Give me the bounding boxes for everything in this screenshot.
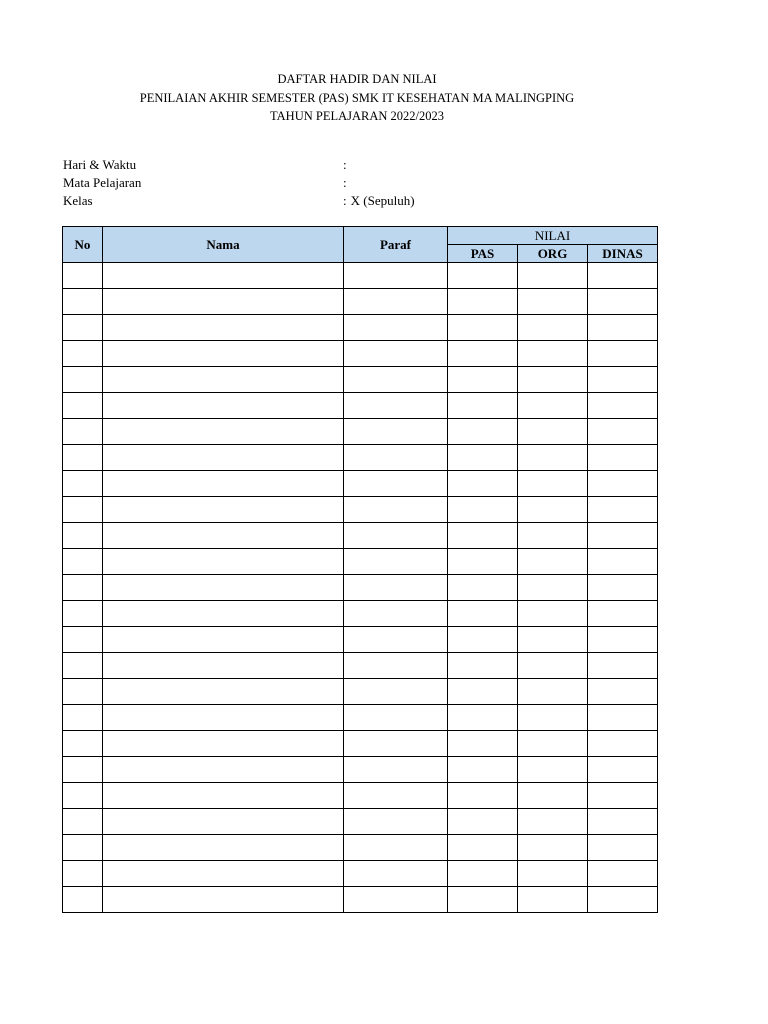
nama-cell [103, 549, 344, 575]
paraf-cell [344, 861, 448, 887]
no-cell [63, 549, 103, 575]
nama-cell [103, 653, 344, 679]
pas-cell [448, 731, 518, 757]
dinas-cell [588, 757, 658, 783]
no-cell [63, 783, 103, 809]
header-nama: Nama [103, 227, 344, 263]
header-no: No [63, 227, 103, 263]
title-line-3: TAHUN PELAJARAN 2022/2023 [270, 109, 444, 123]
org-cell [518, 393, 588, 419]
table-row [63, 835, 658, 861]
table-row [63, 887, 658, 913]
paraf-cell [344, 497, 448, 523]
header-paraf: Paraf [344, 227, 448, 263]
table-row [63, 809, 658, 835]
dinas-cell [588, 887, 658, 913]
header-dinas: DINAS [588, 245, 658, 263]
nama-cell [103, 497, 344, 523]
pas-cell [448, 835, 518, 861]
paraf-cell [344, 731, 448, 757]
table-row [63, 731, 658, 757]
table-row [63, 757, 658, 783]
org-cell [518, 315, 588, 341]
dinas-cell [588, 289, 658, 315]
nama-cell [103, 393, 344, 419]
paraf-cell [344, 289, 448, 315]
org-cell [518, 809, 588, 835]
pas-cell [448, 679, 518, 705]
pas-cell [448, 263, 518, 289]
nama-cell [103, 835, 344, 861]
pas-cell [448, 497, 518, 523]
table-row [63, 289, 658, 315]
no-cell [63, 263, 103, 289]
pas-cell [448, 471, 518, 497]
org-cell [518, 575, 588, 601]
org-cell [518, 497, 588, 523]
no-cell [63, 627, 103, 653]
nama-cell [103, 757, 344, 783]
pas-cell [448, 575, 518, 601]
header-nilai: NILAI [448, 227, 658, 245]
paraf-cell [344, 575, 448, 601]
paraf-cell [344, 809, 448, 835]
table-row [63, 549, 658, 575]
no-cell [63, 575, 103, 601]
nama-cell [103, 705, 344, 731]
no-cell [63, 523, 103, 549]
dinas-cell [588, 263, 658, 289]
nama-cell [103, 575, 344, 601]
nama-cell [103, 523, 344, 549]
table-row [63, 263, 658, 289]
table-row [63, 419, 658, 445]
org-cell [518, 861, 588, 887]
org-cell [518, 341, 588, 367]
no-cell [63, 471, 103, 497]
table-row [63, 497, 658, 523]
no-cell [63, 887, 103, 913]
dinas-cell [588, 471, 658, 497]
no-cell [63, 341, 103, 367]
dinas-cell [588, 601, 658, 627]
paraf-cell [344, 367, 448, 393]
pas-cell [448, 549, 518, 575]
paraf-cell [344, 887, 448, 913]
dinas-cell [588, 835, 658, 861]
no-cell [63, 679, 103, 705]
table-row [63, 393, 658, 419]
table-row [63, 601, 658, 627]
org-cell [518, 523, 588, 549]
org-cell [518, 887, 588, 913]
pas-cell [448, 315, 518, 341]
pas-cell [448, 887, 518, 913]
org-cell [518, 263, 588, 289]
paraf-cell [344, 263, 448, 289]
table-body [63, 263, 658, 913]
paraf-cell [344, 783, 448, 809]
org-cell [518, 445, 588, 471]
paraf-cell [344, 549, 448, 575]
info-label: Kelas [63, 193, 93, 208]
dinas-cell [588, 445, 658, 471]
info-section [63, 156, 563, 210]
nama-cell [103, 783, 344, 809]
dinas-cell [588, 575, 658, 601]
table-row [63, 341, 658, 367]
info-separator: : [343, 175, 347, 190]
paraf-cell [344, 653, 448, 679]
header-org: ORG [518, 245, 588, 263]
paraf-cell [344, 471, 448, 497]
dinas-cell [588, 783, 658, 809]
table-row [63, 861, 658, 887]
paraf-cell [344, 835, 448, 861]
org-cell [518, 419, 588, 445]
dinas-cell [588, 315, 658, 341]
paraf-cell [344, 445, 448, 471]
pas-cell [448, 419, 518, 445]
no-cell [63, 367, 103, 393]
org-cell [518, 835, 588, 861]
nama-cell [103, 263, 344, 289]
org-cell [518, 471, 588, 497]
attendance-table [62, 226, 658, 913]
nama-cell [103, 627, 344, 653]
no-cell [63, 393, 103, 419]
pas-cell [448, 757, 518, 783]
dinas-cell [588, 705, 658, 731]
paraf-cell [344, 757, 448, 783]
nama-cell [103, 367, 344, 393]
no-cell [63, 835, 103, 861]
org-cell [518, 289, 588, 315]
table-row [63, 679, 658, 705]
dinas-cell [588, 679, 658, 705]
no-cell [63, 731, 103, 757]
dinas-cell [588, 627, 658, 653]
nama-cell [103, 809, 344, 835]
pas-cell [448, 653, 518, 679]
org-cell [518, 367, 588, 393]
info-label: Hari & Waktu [63, 157, 137, 172]
info-colon [343, 192, 415, 210]
document-title-block [0, 70, 714, 126]
info-row-hari-waktu [63, 156, 563, 174]
nama-cell [103, 289, 344, 315]
no-cell [63, 809, 103, 835]
pas-cell [448, 367, 518, 393]
no-cell [63, 653, 103, 679]
org-cell [518, 783, 588, 809]
table-row [63, 653, 658, 679]
nama-cell [103, 315, 344, 341]
paraf-cell [344, 419, 448, 445]
info-label: Mata Pelajaran [63, 175, 142, 190]
paraf-cell [344, 627, 448, 653]
dinas-cell [588, 809, 658, 835]
org-cell [518, 627, 588, 653]
dinas-cell [588, 419, 658, 445]
table-row [63, 315, 658, 341]
pas-cell [448, 341, 518, 367]
dinas-cell [588, 393, 658, 419]
paraf-cell [344, 341, 448, 367]
info-value: X (Sepuluh) [350, 193, 415, 208]
paraf-cell [344, 705, 448, 731]
info-separator: : [343, 193, 347, 208]
info-row-mata-pelajaran [63, 174, 563, 192]
nama-cell [103, 887, 344, 913]
dinas-cell [588, 861, 658, 887]
table-row [63, 367, 658, 393]
org-cell [518, 705, 588, 731]
table-row [63, 575, 658, 601]
paraf-cell [344, 601, 448, 627]
pas-cell [448, 601, 518, 627]
no-cell [63, 315, 103, 341]
pas-cell [448, 705, 518, 731]
nama-cell [103, 601, 344, 627]
no-cell [63, 419, 103, 445]
org-cell [518, 549, 588, 575]
nama-cell [103, 341, 344, 367]
nama-cell [103, 445, 344, 471]
paraf-cell [344, 523, 448, 549]
table-row [63, 445, 658, 471]
no-cell [63, 705, 103, 731]
paraf-cell [344, 315, 448, 341]
dinas-cell [588, 523, 658, 549]
dinas-cell [588, 341, 658, 367]
title-line-2: PENILAIAN AKHIR SEMESTER (PAS) SMK IT KESEHATAN MA MALINGPING [139, 90, 575, 105]
pas-cell [448, 861, 518, 887]
nama-cell [103, 419, 344, 445]
org-cell [518, 601, 588, 627]
pas-cell [448, 523, 518, 549]
no-cell [63, 445, 103, 471]
title-line-1: DAFTAR HADIR DAN NILAI [277, 72, 437, 86]
no-cell [63, 757, 103, 783]
nama-cell [103, 679, 344, 705]
dinas-cell [588, 497, 658, 523]
table-row [63, 471, 658, 497]
dinas-cell [588, 653, 658, 679]
table-row [63, 627, 658, 653]
pas-cell [448, 783, 518, 809]
pas-cell [448, 445, 518, 471]
info-row-kelas [63, 192, 563, 210]
dinas-cell [588, 549, 658, 575]
table-row [63, 783, 658, 809]
pas-cell [448, 289, 518, 315]
info-separator: : [343, 157, 347, 172]
no-cell [63, 861, 103, 887]
org-cell [518, 757, 588, 783]
dinas-cell [588, 367, 658, 393]
org-cell [518, 653, 588, 679]
info-colon [343, 156, 351, 174]
nama-cell [103, 861, 344, 887]
nama-cell [103, 471, 344, 497]
no-cell [63, 497, 103, 523]
table-row [63, 705, 658, 731]
no-cell [63, 601, 103, 627]
pas-cell [448, 627, 518, 653]
paraf-cell [344, 393, 448, 419]
info-colon [343, 174, 351, 192]
header-pas: PAS [448, 245, 518, 263]
nama-cell [103, 731, 344, 757]
table-row [63, 523, 658, 549]
dinas-cell [588, 731, 658, 757]
org-cell [518, 679, 588, 705]
no-cell [63, 289, 103, 315]
paraf-cell [344, 679, 448, 705]
pas-cell [448, 393, 518, 419]
pas-cell [448, 809, 518, 835]
org-cell [518, 731, 588, 757]
